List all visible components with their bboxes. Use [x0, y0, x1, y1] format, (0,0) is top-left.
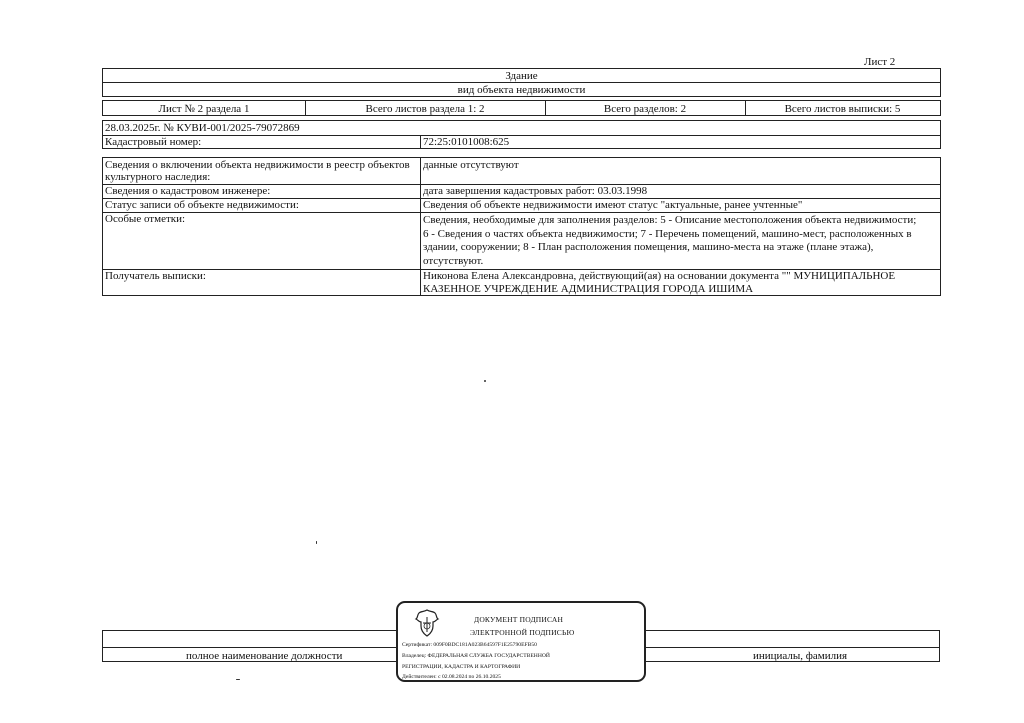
stamp-owner-line1: Владелец: ФЕДЕРАЛЬНАЯ СЛУЖБА ГОСУДАРСТВЕННОЙ — [402, 653, 550, 659]
sheet-counters-row — [102, 100, 941, 116]
total-sections: Всего разделов: 2 — [603, 103, 687, 115]
row-value-heritage: данные отсутствуют — [423, 159, 519, 171]
name-caption: инициалы, фамилия — [753, 650, 848, 662]
total-sheets-extract: Всего листов выписки: 5 — [784, 103, 901, 115]
total-sheets-section: Всего листов раздела 1: 2 — [365, 103, 485, 115]
row-label-heritage: Сведения о включении объекта недвижимости в реестр объектов культурного наследия: — [105, 159, 410, 183]
signature-stamp — [396, 601, 646, 682]
row-label-notes: Особые отметки: — [105, 213, 186, 225]
cadastral-label: Кадастровый номер: — [105, 136, 202, 148]
stamp-certificate: Сертификат: 009F0BDC181A023B64597F1E25790EFB50 — [402, 642, 537, 648]
row-value-recipient: Никонова Елена Александровна, действующий(ая) на основании документа "" МУНИЦИПАЛЬНОЕ КАЗЕННОЕ УЧРЕЖДЕНИЕ АДМИНИСТРАЦИЯ ГОРОДА ИШИМА — [423, 270, 896, 295]
stamp-validity: Действителен: с 02.08.2024 по 26.10.2025 — [402, 674, 501, 680]
sheet-label: Лист 2 — [864, 56, 896, 68]
object-type-caption: вид объекта недвижимости — [457, 84, 586, 96]
sheet-section: Лист № 2 раздела 1 — [158, 103, 250, 115]
object-type-block — [102, 68, 941, 97]
info-table — [102, 157, 941, 296]
stamp-title: ДОКУМЕНТ ПОДПИСАН — [474, 615, 564, 624]
row-label-engineer: Сведения о кадастровом инженере: — [105, 185, 271, 197]
doc-info-block — [102, 120, 941, 149]
row-value-notes: Сведения, необходимые для заполнения разделов: 5 - Описание местоположения объекта недвижимости; 6 - Сведения о частях объекта недвижимости; 7 - Перечень помещений, машино-мест, расположенных в здании, сооружении; 8 - План расположения помещения, машино-места на этаже (плане этажа), отсутствуют. — [423, 214, 917, 267]
row-label-status: Статус записи об объекте недвижимости: — [105, 199, 299, 211]
cadastral-value: 72:25:0101008:625 — [423, 136, 510, 148]
stamp-subtitle: ЭЛЕКТРОННОЙ ПОДПИСЬЮ — [470, 628, 575, 637]
doc-number: 28.03.2025г. № КУВИ-001/2025-79072869 — [105, 122, 300, 134]
row-value-engineer: дата завершения кадастровых работ: 03.03.1998 — [423, 185, 648, 197]
object-type: Здание — [505, 70, 538, 82]
row-label-recipient: Получатель выписки: — [105, 270, 206, 282]
position-caption: полное наименование должности — [186, 650, 343, 662]
row-value-status: Сведения об объекте недвижимости имеют статус "актуальные, ранее учтенные" — [423, 199, 803, 211]
coat-of-arms-icon — [412, 607, 442, 639]
stamp-owner-line2: РЕГИСТРАЦИИ, КАДАСТРА И КАРТОГРАФИИ — [402, 664, 521, 670]
